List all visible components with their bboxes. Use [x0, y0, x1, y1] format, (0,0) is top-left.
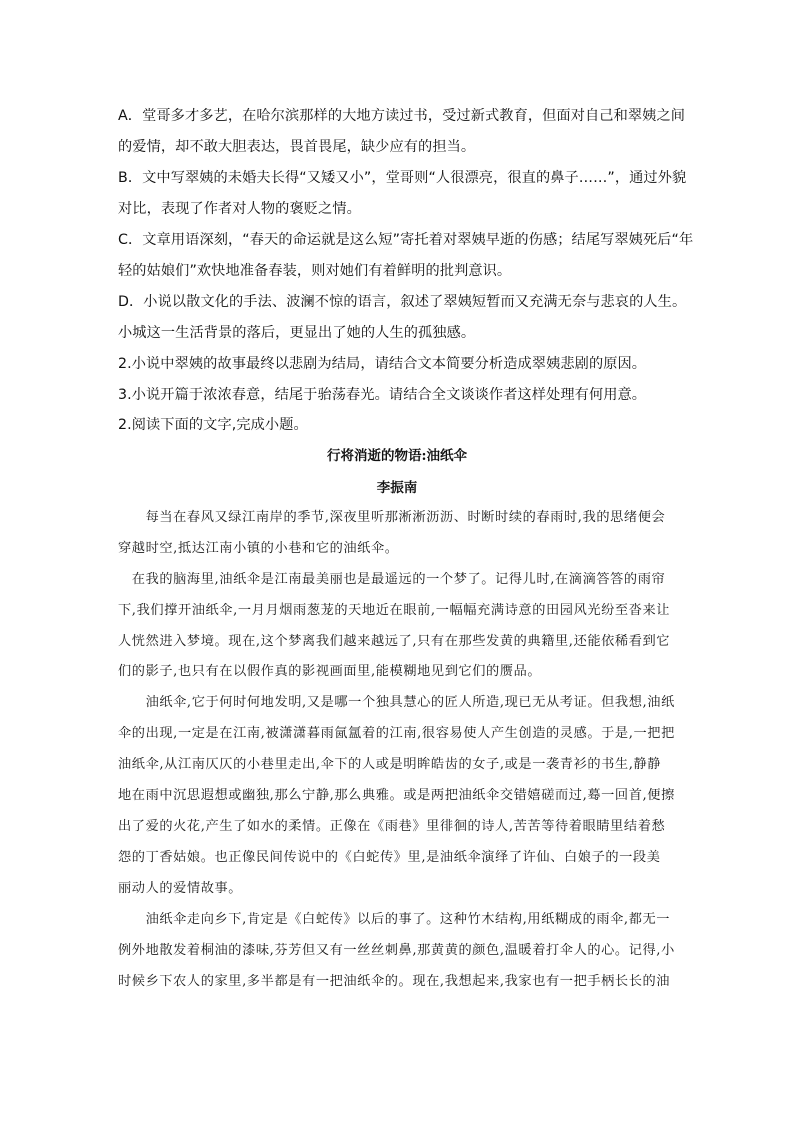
paragraph-4-line-1: 油纸伞走向乡下,肯定是《白蛇传》以后的事了。这种竹木结构,用纸糊成的雨伞,都无一: [118, 912, 671, 927]
paragraph-2-line-3: 人恍然进入梦境。现在,这个梦离我们越来越远了,只有在那些发黄的典籍里,还能依稀看到它: [118, 634, 671, 649]
option-b-line-1: B．文中写翠姨的未婚夫长得“又矮又小”，堂哥则“人很漂亮，很直的鼻子……”，通过外貌: [118, 170, 687, 186]
paragraph-4-line-3: 时候乡下农人的家里,多半都是有一把油纸伞的。现在,我想起来,我家也有一把手柄长长的油: [118, 974, 671, 989]
reading-instruction: 2.阅读下面的文字,完成小题。: [118, 417, 308, 433]
article-author: 李振南: [376, 480, 418, 496]
option-c-line-1: C．文章用语深刻，“春天的命运就是这么短”寄托着对翠姨早逝的伤感；结尾写翠姨死后“年: [118, 232, 694, 248]
paragraph-2-line-2: 下,我们撑开油纸伞,一月月烟雨葱茏的天地近在眼前,一幅幅充满诗意的田园风光纷至沓来让: [118, 603, 671, 618]
option-a-line-1: A．堂哥多才多艺，在哈尔滨那样的大地方读过书，受过新式教育，但面对自己和翠姨之间: [118, 108, 686, 124]
paragraph-1-line-1: 每当在春风又绿江南岸的季节,深夜里听那淅淅沥沥、时断时续的春雨时,我的思绪便会: [118, 510, 666, 525]
question-2: 2.小说中翠姨的故事最终以悲剧为结局，请结合文本简要分析造成翠姨悲剧的原因。: [118, 356, 647, 372]
article-title: 行将消逝的物语:油纸伞: [327, 448, 467, 464]
option-a-line-2: 的爱情，却不敢大胆表达，畏首畏尾，缺少应有的担当。: [118, 139, 476, 155]
paragraph-3-line-4: 地在雨中沉思遐想或幽独,那么宁静,那么典雅。或是两把油纸伞交错嬉磋而过,蓦一回首,便擦: [118, 788, 675, 803]
paragraph-3-line-2: 伞的出现,一定是在江南,被潇潇暮雨氤氲着的江南,很容易使人产生创造的灵感。于是,一把把: [118, 726, 675, 741]
paragraph-3-line-7: 丽动人的爱情故事。: [118, 881, 243, 896]
paragraph-3-line-5: 出了爱的火花,产生了如水的柔情。正像在《雨巷》里徘徊的诗人,苦苦等待着眼睛里结着愁: [118, 819, 666, 834]
option-d-line-2: 小城这一生活背景的落后，更显出了她的人生的孤独感。: [118, 325, 476, 341]
paragraph-3-line-6: 怨的丁香姑娘。也正像民间传说中的《白蛇传》里,是油纸伞演绎了许仙、白娘子的一段美: [118, 850, 661, 865]
paragraph-2-line-4: 们的影子,也只有在以假作真的影视画面里,能模糊地见到它们的赝品。: [118, 664, 542, 679]
paragraph-1-line-2: 穿越时空,抵达江南小镇的小巷和它的油纸伞。: [118, 541, 399, 556]
paragraph-3-line-1: 油纸伞,它于何时何地发明,又是哪一个独具慧心的匠人所造,现已无从考证。但我想,油纸: [118, 695, 675, 710]
paragraph-2-line-1: 在我的脑海里,油纸伞是江南最美丽也是最遥远的一个梦了。记得儿时,在滴滴答答的雨帘: [118, 572, 666, 587]
question-3: 3.小说开篇于浓浓春意，结尾于骀荡春光。请结合全文谈谈作者这样处理有何用意。: [118, 387, 647, 403]
option-c-line-2: 轻的姑娘们”欢快地准备春装，则对她们有着鲜明的批判意识。: [118, 263, 512, 279]
option-b-line-2: 对比，表现了作者对人物的褒贬之情。: [118, 201, 361, 217]
paragraph-3-line-3: 油纸伞,从江南仄仄的小巷里走出,伞下的人或是明眸皓齿的女子,或是一袭青衫的书生,静静: [118, 757, 662, 772]
paragraph-4-line-2: 例外地散发着桐油的漆味,芬芳但又有一丝丝刺鼻,那黄黄的颜色,温暖着打伞人的心。记得,小: [118, 943, 675, 958]
option-d-line-1: D．小说以散文化的手法、波澜不惊的语言，叙述了翠姨短暂而又充满无奈与悲哀的人生。: [118, 294, 687, 310]
